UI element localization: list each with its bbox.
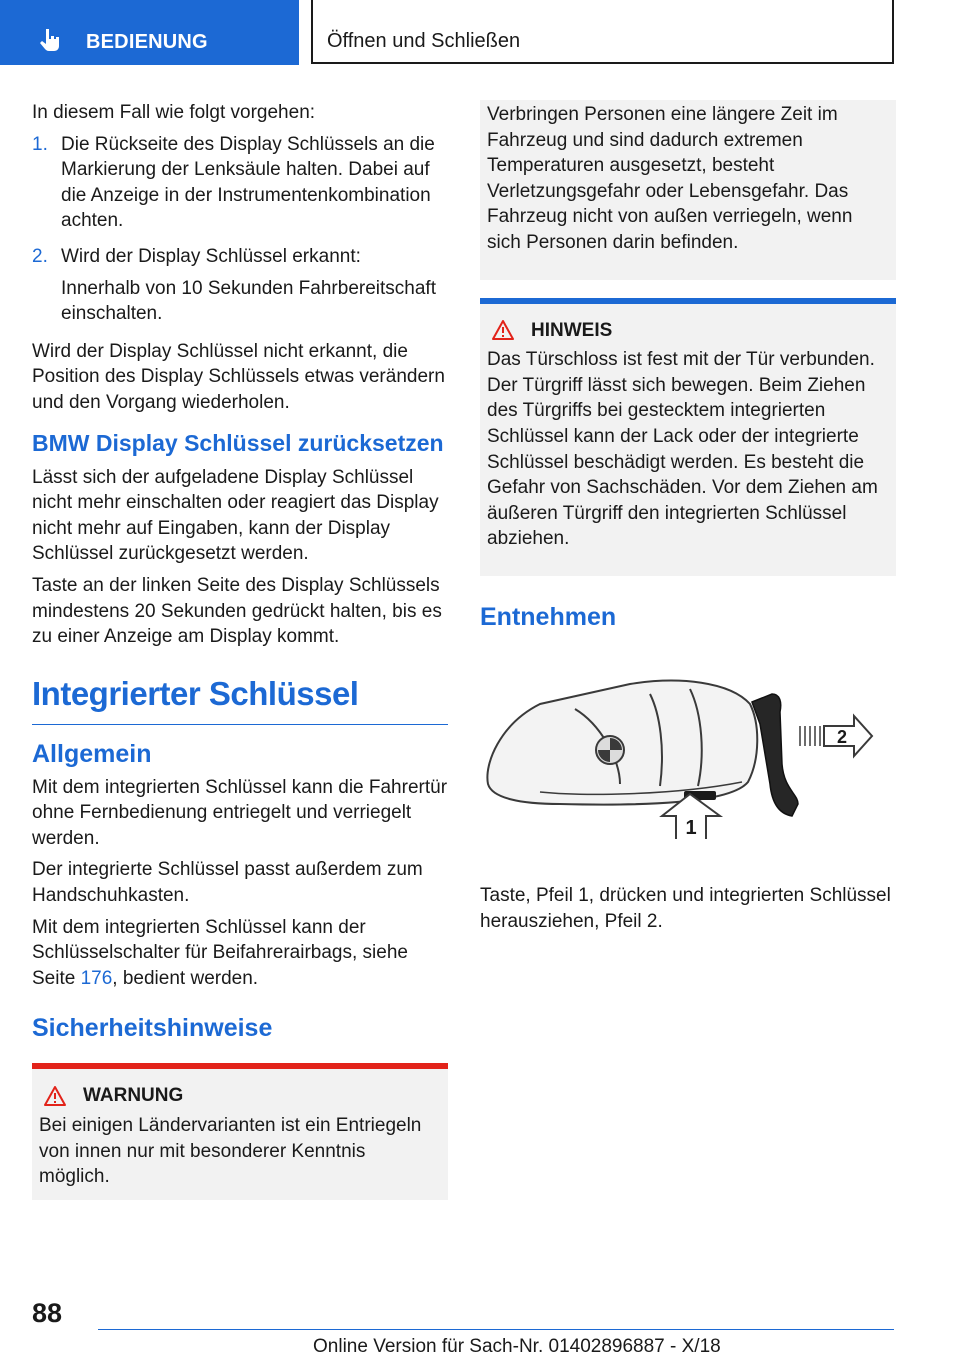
- arrow-label-2: 2: [836, 726, 848, 747]
- remove-heading: Entnehmen: [480, 602, 617, 631]
- warning-triangle-icon: [43, 1085, 67, 1107]
- hand-touch-icon: [38, 27, 64, 53]
- intro-text: In diesem Fall wie folgt vorgehen:: [32, 102, 316, 123]
- page-number: 88: [32, 1298, 63, 1328]
- general-text: , bedient werden.: [112, 967, 259, 989]
- reset-paragraph: Taste an der linken Seite des Display Schlüssels mindestens 20 Sekunden gedrückt halten, bis es zu einer Anzeige am Display kommt.: [32, 574, 442, 648]
- chapter-title: Öffnen und Schließen: [327, 30, 521, 52]
- general-paragraph: Der integrierte Schlüssel passt außerdem zum Handschuhkasten.: [32, 859, 423, 907]
- note-box: [480, 298, 896, 576]
- general-paragraph: [32, 915, 448, 992]
- footer-online-version: Online Version für Sach-Nr. 01402896887 - X/18: [313, 1336, 721, 1357]
- step-text: Wird der Display Schlüssel erkannt:: [61, 245, 361, 267]
- steps-list: [32, 132, 448, 333]
- left-column: [32, 100, 448, 1200]
- step-number: 2.: [32, 245, 48, 267]
- reset-paragraph: Lässt sich der aufgeladene Display Schlüssel nicht mehr einschalten oder reagiert das Display nicht mehr auf Eingaben, kann der Display Schlüssel zurückgesetzt werden.: [32, 466, 439, 565]
- general-text: Mit dem integrierten Schlüssel kann der Schlüsselschalter für Beifahrerairbags, siehe Seite: [32, 916, 408, 989]
- footer-divider: [98, 1329, 894, 1330]
- section-label: BEDIENUNG: [86, 31, 208, 53]
- right-column: [480, 100, 896, 940]
- page-reference-link[interactable]: 176: [80, 967, 113, 989]
- step-extra-text: Innerhalb von 10 Sekunden Fahrbereitschaft einschalten.: [61, 277, 436, 325]
- figure-caption: Taste, Pfeil 1, drücken und integrierten Schlüssel herausziehen, Pfeil 2.: [480, 884, 891, 932]
- warning-text: Bei einigen Ländervarianten ist ein Entriegeln von innen nur mit besonderer Kenntnis möglich.: [39, 1115, 422, 1188]
- list-item: [32, 244, 448, 333]
- integrated-key-heading: Integrierter Schlüssel: [32, 674, 448, 725]
- section-tab[interactable]: [0, 0, 299, 65]
- warning-continuation-text: Verbringen Personen eine längere Zeit im Fahrzeug und sind dadurch extremen Temperaturen ausgesetzt, besteht Verletzungsgefahr oder Lebensgefahr. Das Fahrzeug nicht von außen verriegeln, wenn sich Personen darin befinden.: [487, 104, 853, 253]
- note-title: HINWEIS: [531, 319, 613, 341]
- arrow-label-1: 1: [685, 816, 697, 839]
- not-recognized-text: Wird der Display Schlüssel nicht erkannt, die Position des Display Schlüssels etwas verändern und den Vorgang wiederholen.: [32, 340, 445, 413]
- general-heading: Allgemein: [32, 739, 152, 768]
- general-paragraph: Mit dem integrierten Schlüssel kann die Fahrertür ohne Fernbedienung entriegelt und verriegelt werden.: [32, 776, 448, 849]
- reset-heading: BMW Display Schlüssel zurücksetzen: [32, 429, 444, 456]
- step-number: 1.: [32, 133, 48, 155]
- key-removal-figure: [480, 664, 896, 839]
- step-text: Die Rückseite des Display Schlüssels an die Markierung der Lenksäule halten. Dabei auf die Anzeige in der Instrumentenkombination achten.: [61, 133, 435, 232]
- key-illustration: [480, 664, 896, 839]
- safety-heading: Sicherheitshinweise: [32, 1014, 273, 1043]
- warning-continuation-box: [480, 100, 896, 280]
- notice-triangle-icon: [491, 319, 515, 341]
- list-item: [32, 132, 448, 240]
- warning-title: WARNUNG: [83, 1085, 184, 1107]
- note-text: Das Türschloss ist fest mit der Tür verbunden. Der Türgriff lässt sich bewegen. Beim Ziehen des Türgriffs bei gestecktem integrierten Schlüssel kann der Lack oder der integrierte Schlüssel beschädigt werden. Es besteht die Gefahr von Sachschäden. Vor dem Ziehen am äußeren Türgriff den integrierten Schlüssel abziehen.: [487, 349, 878, 550]
- chapter-header: [311, 0, 894, 64]
- warning-box: [32, 1063, 448, 1199]
